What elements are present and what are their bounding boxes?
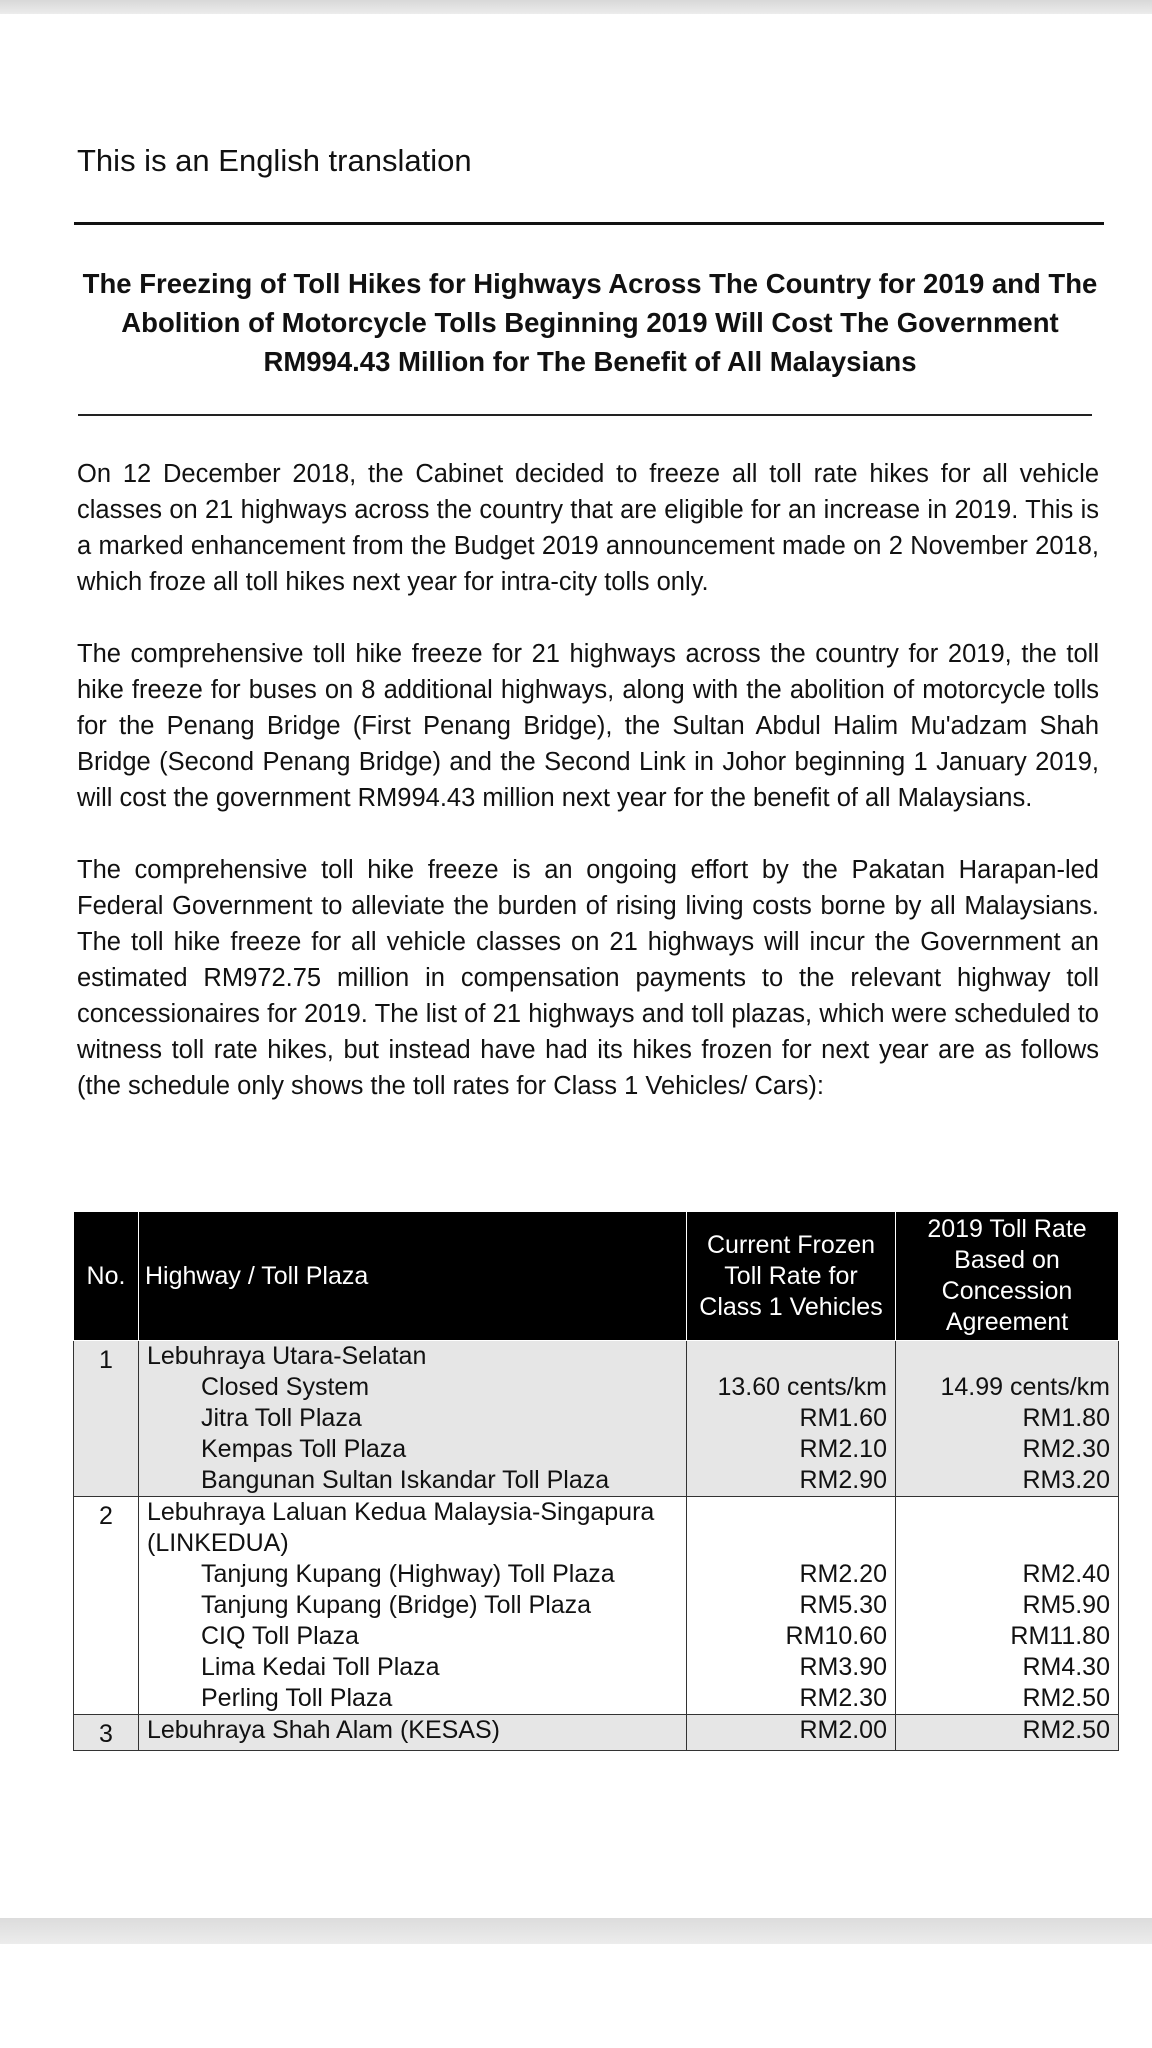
- new-rate-cell: [896, 1341, 1119, 1497]
- current-rate: RM2.30: [799, 1684, 887, 1712]
- current-rate: 13.60 cents/km: [717, 1373, 887, 1401]
- new-rate: RM2.50: [1022, 1684, 1110, 1712]
- highway-group-2: [74, 1497, 1119, 1715]
- header-current-rate: Current Frozen Toll Rate for Class 1 Vehicles: [687, 1212, 896, 1341]
- plaza-name: Bangunan Sultan Iskandar Toll Plaza: [201, 1466, 610, 1494]
- plaza-name: Lima Kedai Toll Plaza: [201, 1653, 440, 1681]
- highway-name: Lebuhraya Shah Alam (KESAS): [147, 1716, 500, 1744]
- highway-name: Lebuhraya Utara-Selatan: [147, 1342, 427, 1370]
- plaza-name: Tanjung Kupang (Bridge) Toll Plaza: [201, 1591, 592, 1619]
- header-highway: Highway / Toll Plaza: [139, 1212, 687, 1341]
- new-rate-cell: [896, 1715, 1119, 1751]
- new-rate: RM2.30: [1022, 1435, 1110, 1463]
- new-rate: RM2.50: [1022, 1716, 1110, 1744]
- press-release-headline: The Freezing of Toll Hikes for Highways Across The Country for 2019 and The Abolition of Motorcycle Tolls Beginning 2019 Will Cost The Government RM994.43 Million for The Benefit of All Malaysians: [82, 268, 1098, 377]
- current-rate: RM2.00: [799, 1716, 887, 1744]
- new-rate: RM11.80: [1010, 1622, 1110, 1650]
- highway-name: Lebuhraya Laluan Kedua Malaysia-Singapura (LINKEDUA): [147, 1498, 655, 1557]
- new-rate: RM5.90: [1022, 1591, 1110, 1619]
- header-divider: [74, 222, 1104, 225]
- paragraph-1: On 12 December 2018, the Cabinet decided to freeze all toll rate hikes for all vehicle classes on 21 highways across the country that are eligible for an increase in 2019. This is a marked enhancement from the Budget 2019 announcement made on 2 November 2018, which froze all toll hikes next year for intra-city tolls only.: [77, 460, 1099, 596]
- row-number: 3: [74, 1715, 139, 1751]
- table-header-row: [74, 1212, 1119, 1341]
- new-rate: RM2.40: [1022, 1560, 1110, 1588]
- headline-divider: [78, 414, 1092, 416]
- toll-rate-table: [73, 1211, 1119, 1751]
- current-rate: RM2.90: [799, 1466, 887, 1494]
- table-row: [74, 1715, 1119, 1751]
- highway-cell: [139, 1497, 687, 1715]
- press-release-body: [77, 456, 1099, 1140]
- plaza-name: CIQ Toll Plaza: [201, 1622, 359, 1650]
- plaza-name: Kempas Toll Plaza: [201, 1435, 407, 1463]
- current-rate-cell: [687, 1497, 896, 1715]
- highway-group-1: [74, 1341, 1119, 1497]
- header-no: No.: [74, 1212, 139, 1341]
- page-top-edge: [0, 0, 1152, 14]
- new-rate-cell: [896, 1497, 1119, 1715]
- row-number: 1: [74, 1341, 139, 1497]
- highway-cell: [139, 1341, 687, 1497]
- current-rate: RM3.90: [799, 1653, 887, 1681]
- new-rate: 14.99 cents/km: [940, 1373, 1110, 1401]
- current-rate-cell: [687, 1715, 896, 1751]
- header-2019-rate: 2019 Toll Rate Based on Concession Agreement: [896, 1212, 1119, 1341]
- paragraph-2: The comprehensive toll hike freeze for 21 highways across the country for 2019, the toll hike freeze for buses on 8 additional highways, along with the abolition of motorcycle tolls for the Penang Bridge (First Penang Bridge), the Sultan Abdul Halim Mu'adzam Shah Bridge (Second Penang Bridge) and the Second Link in Johor beginning 1 January 2019, will cost the government RM994.43 million next year for the benefit of all Malaysians.: [77, 640, 1099, 812]
- plaza-name: Tanjung Kupang (Highway) Toll Plaza: [201, 1560, 615, 1588]
- current-rate: RM1.60: [799, 1404, 887, 1432]
- current-rate-cell: [687, 1341, 896, 1497]
- translation-note-block: [77, 140, 1103, 182]
- plaza-name: Jitra Toll Plaza: [201, 1404, 362, 1432]
- translation-note: This is an English translation: [77, 143, 472, 178]
- highway-group-3: [74, 1715, 1119, 1751]
- current-rate: RM2.10: [799, 1435, 887, 1463]
- highway-cell: [139, 1715, 687, 1751]
- page-bottom-edge: [0, 1918, 1152, 1944]
- new-rate: RM3.20: [1022, 1466, 1110, 1494]
- new-rate: RM1.80: [1022, 1404, 1110, 1432]
- row-number: 2: [74, 1497, 139, 1715]
- plaza-name: Perling Toll Plaza: [201, 1684, 393, 1712]
- paragraph-3: The comprehensive toll hike freeze is an ongoing effort by the Pakatan Harapan-led Federal Government to alleviate the burden of rising living costs borne by all Malaysians. The toll hike freeze for all vehicle classes on 21 highways will incur the Government an estimated RM972.75 million in compensation payments to the relevant highway toll concessionaires for 2019. The list of 21 highways and toll plazas, which were scheduled to witness toll rate hikes, but instead have had its hikes frozen for next year are as follows (the schedule only shows the toll rates for Class 1 Vehicles/ Cars):: [77, 856, 1099, 1100]
- current-rate: RM5.30: [799, 1591, 887, 1619]
- new-rate: RM4.30: [1022, 1653, 1110, 1681]
- table-row: [74, 1497, 1119, 1715]
- current-rate: RM10.60: [785, 1622, 887, 1650]
- table-row: [74, 1341, 1119, 1497]
- current-rate: RM2.20: [799, 1560, 887, 1588]
- plaza-name: Closed System: [201, 1373, 370, 1401]
